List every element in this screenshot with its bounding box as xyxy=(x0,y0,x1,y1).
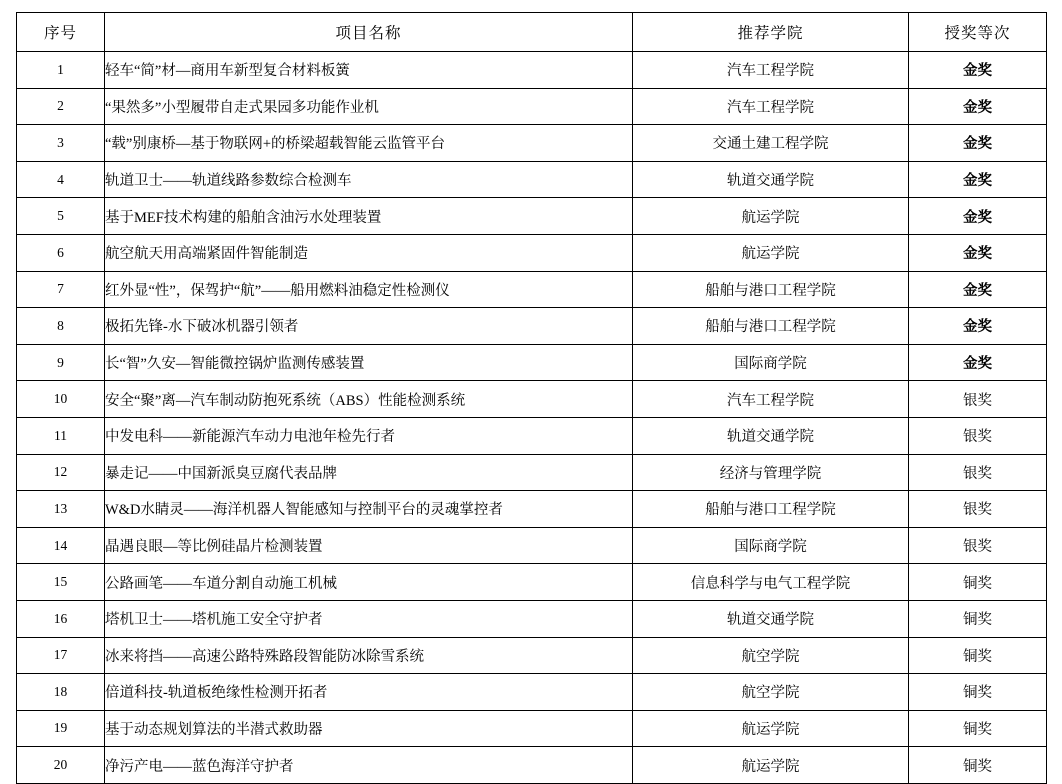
cell-project-name: 红外显“性”，保驾护“航”——船用燃料油稳定性检测仪 xyxy=(105,271,633,308)
cell-award-level: 铜奖 xyxy=(909,674,1047,711)
cell-department: 航运学院 xyxy=(633,198,909,235)
table-row xyxy=(17,234,1047,271)
cell-award-level: 金奖 xyxy=(909,271,1047,308)
cell-index: 1 xyxy=(17,52,105,89)
cell-index: 15 xyxy=(17,564,105,601)
cell-award-level: 铜奖 xyxy=(909,564,1047,601)
cell-department: 经济与管理学院 xyxy=(633,454,909,491)
table-row xyxy=(17,527,1047,564)
cell-index: 8 xyxy=(17,308,105,345)
table-row xyxy=(17,674,1047,711)
table-body xyxy=(17,52,1047,784)
cell-index: 20 xyxy=(17,747,105,784)
table-row xyxy=(17,344,1047,381)
cell-index: 3 xyxy=(17,125,105,162)
table-header xyxy=(17,13,1047,52)
table-row xyxy=(17,710,1047,747)
cell-award-level: 金奖 xyxy=(909,308,1047,345)
cell-index: 7 xyxy=(17,271,105,308)
cell-department: 航运学院 xyxy=(633,234,909,271)
cell-department: 轨道交通学院 xyxy=(633,161,909,198)
table-row xyxy=(17,491,1047,528)
cell-department: 汽车工程学院 xyxy=(633,88,909,125)
table-row xyxy=(17,564,1047,601)
cell-award-level: 金奖 xyxy=(909,125,1047,162)
cell-department: 轨道交通学院 xyxy=(633,417,909,454)
table-row xyxy=(17,271,1047,308)
cell-department: 航空学院 xyxy=(633,637,909,674)
cell-project-name: 冰来将挡——高速公路特殊路段智能防冰除雪系统 xyxy=(105,637,633,674)
column-header-department: 推荐学院 xyxy=(633,13,909,52)
cell-project-name: 暴走记——中国新派臭豆腐代表品牌 xyxy=(105,454,633,491)
table-row xyxy=(17,125,1047,162)
table-row xyxy=(17,381,1047,418)
cell-department: 航空学院 xyxy=(633,674,909,711)
column-header-project-name: 项目名称 xyxy=(105,13,633,52)
cell-department: 轨道交通学院 xyxy=(633,600,909,637)
column-header-index: 序号 xyxy=(17,13,105,52)
cell-project-name: 轨道卫士——轨道线路参数综合检测车 xyxy=(105,161,633,198)
cell-project-name: “载”别康桥—基于物联网+的桥梁超载智能云监管平台 xyxy=(105,125,633,162)
table-row xyxy=(17,747,1047,784)
cell-project-name: W&D水睛灵——海洋机器人智能感知与控制平台的灵魂掌控者 xyxy=(105,491,633,528)
table-row xyxy=(17,88,1047,125)
cell-project-name: 安全“聚”离—汽车制动防抱死系统（ABS）性能检测系统 xyxy=(105,381,633,418)
cell-department: 船舶与港口工程学院 xyxy=(633,271,909,308)
table-row xyxy=(17,308,1047,345)
cell-award-level: 金奖 xyxy=(909,52,1047,89)
cell-index: 9 xyxy=(17,344,105,381)
cell-project-name: 中发电科——新能源汽车动力电池年检先行者 xyxy=(105,417,633,454)
cell-index: 5 xyxy=(17,198,105,235)
table-row xyxy=(17,454,1047,491)
table-row xyxy=(17,637,1047,674)
cell-index: 18 xyxy=(17,674,105,711)
cell-project-name: 晶遇良眼—等比例硅晶片检测装置 xyxy=(105,527,633,564)
cell-index: 11 xyxy=(17,417,105,454)
cell-award-level: 铜奖 xyxy=(909,747,1047,784)
cell-award-level: 铜奖 xyxy=(909,710,1047,747)
cell-award-level: 金奖 xyxy=(909,344,1047,381)
cell-department: 信息科学与电气工程学院 xyxy=(633,564,909,601)
cell-department: 汽车工程学院 xyxy=(633,52,909,89)
cell-project-name: 塔机卫士——塔机施工安全守护者 xyxy=(105,600,633,637)
cell-department: 航运学院 xyxy=(633,710,909,747)
cell-award-level: 银奖 xyxy=(909,381,1047,418)
cell-index: 13 xyxy=(17,491,105,528)
table-row xyxy=(17,161,1047,198)
cell-index: 10 xyxy=(17,381,105,418)
cell-project-name: 公路画笔——车道分割自动施工机械 xyxy=(105,564,633,601)
cell-award-level: 金奖 xyxy=(909,161,1047,198)
cell-index: 19 xyxy=(17,710,105,747)
award-table xyxy=(16,12,1047,784)
table-header-row xyxy=(17,13,1047,52)
cell-index: 2 xyxy=(17,88,105,125)
cell-department: 汽车工程学院 xyxy=(633,381,909,418)
cell-project-name: 极拓先锋-水下破冰机器引领者 xyxy=(105,308,633,345)
cell-project-name: 基于MEF技术构建的船舶含油污水处理装置 xyxy=(105,198,633,235)
cell-project-name: 轻车“简”材—商用车新型复合材料板簧 xyxy=(105,52,633,89)
table-row xyxy=(17,198,1047,235)
cell-department: 国际商学院 xyxy=(633,527,909,564)
cell-award-level: 银奖 xyxy=(909,491,1047,528)
cell-index: 16 xyxy=(17,600,105,637)
cell-department: 船舶与港口工程学院 xyxy=(633,491,909,528)
table-row xyxy=(17,600,1047,637)
cell-award-level: 银奖 xyxy=(909,417,1047,454)
cell-index: 12 xyxy=(17,454,105,491)
cell-department: 船舶与港口工程学院 xyxy=(633,308,909,345)
cell-award-level: 银奖 xyxy=(909,454,1047,491)
cell-department: 交通土建工程学院 xyxy=(633,125,909,162)
column-header-award-level: 授奖等次 xyxy=(909,13,1047,52)
table-row xyxy=(17,52,1047,89)
cell-department: 航运学院 xyxy=(633,747,909,784)
cell-project-name: 航空航天用高端紧固件智能制造 xyxy=(105,234,633,271)
cell-award-level: 铜奖 xyxy=(909,637,1047,674)
cell-project-name: 倍道科技-轨道板绝缘性检测开拓者 xyxy=(105,674,633,711)
cell-project-name: 净污产电——蓝色海洋守护者 xyxy=(105,747,633,784)
cell-project-name: 长“智”久安—智能微控锅炉监测传感装置 xyxy=(105,344,633,381)
cell-award-level: 银奖 xyxy=(909,527,1047,564)
cell-award-level: 金奖 xyxy=(909,198,1047,235)
cell-award-level: 铜奖 xyxy=(909,600,1047,637)
cell-award-level: 金奖 xyxy=(909,88,1047,125)
table-row xyxy=(17,417,1047,454)
cell-index: 17 xyxy=(17,637,105,674)
cell-department: 国际商学院 xyxy=(633,344,909,381)
cell-award-level: 金奖 xyxy=(909,234,1047,271)
cell-index: 14 xyxy=(17,527,105,564)
cell-index: 6 xyxy=(17,234,105,271)
cell-index: 4 xyxy=(17,161,105,198)
cell-project-name: 基于动态规划算法的半潜式救助器 xyxy=(105,710,633,747)
cell-project-name: “果然多”小型履带自走式果园多功能作业机 xyxy=(105,88,633,125)
